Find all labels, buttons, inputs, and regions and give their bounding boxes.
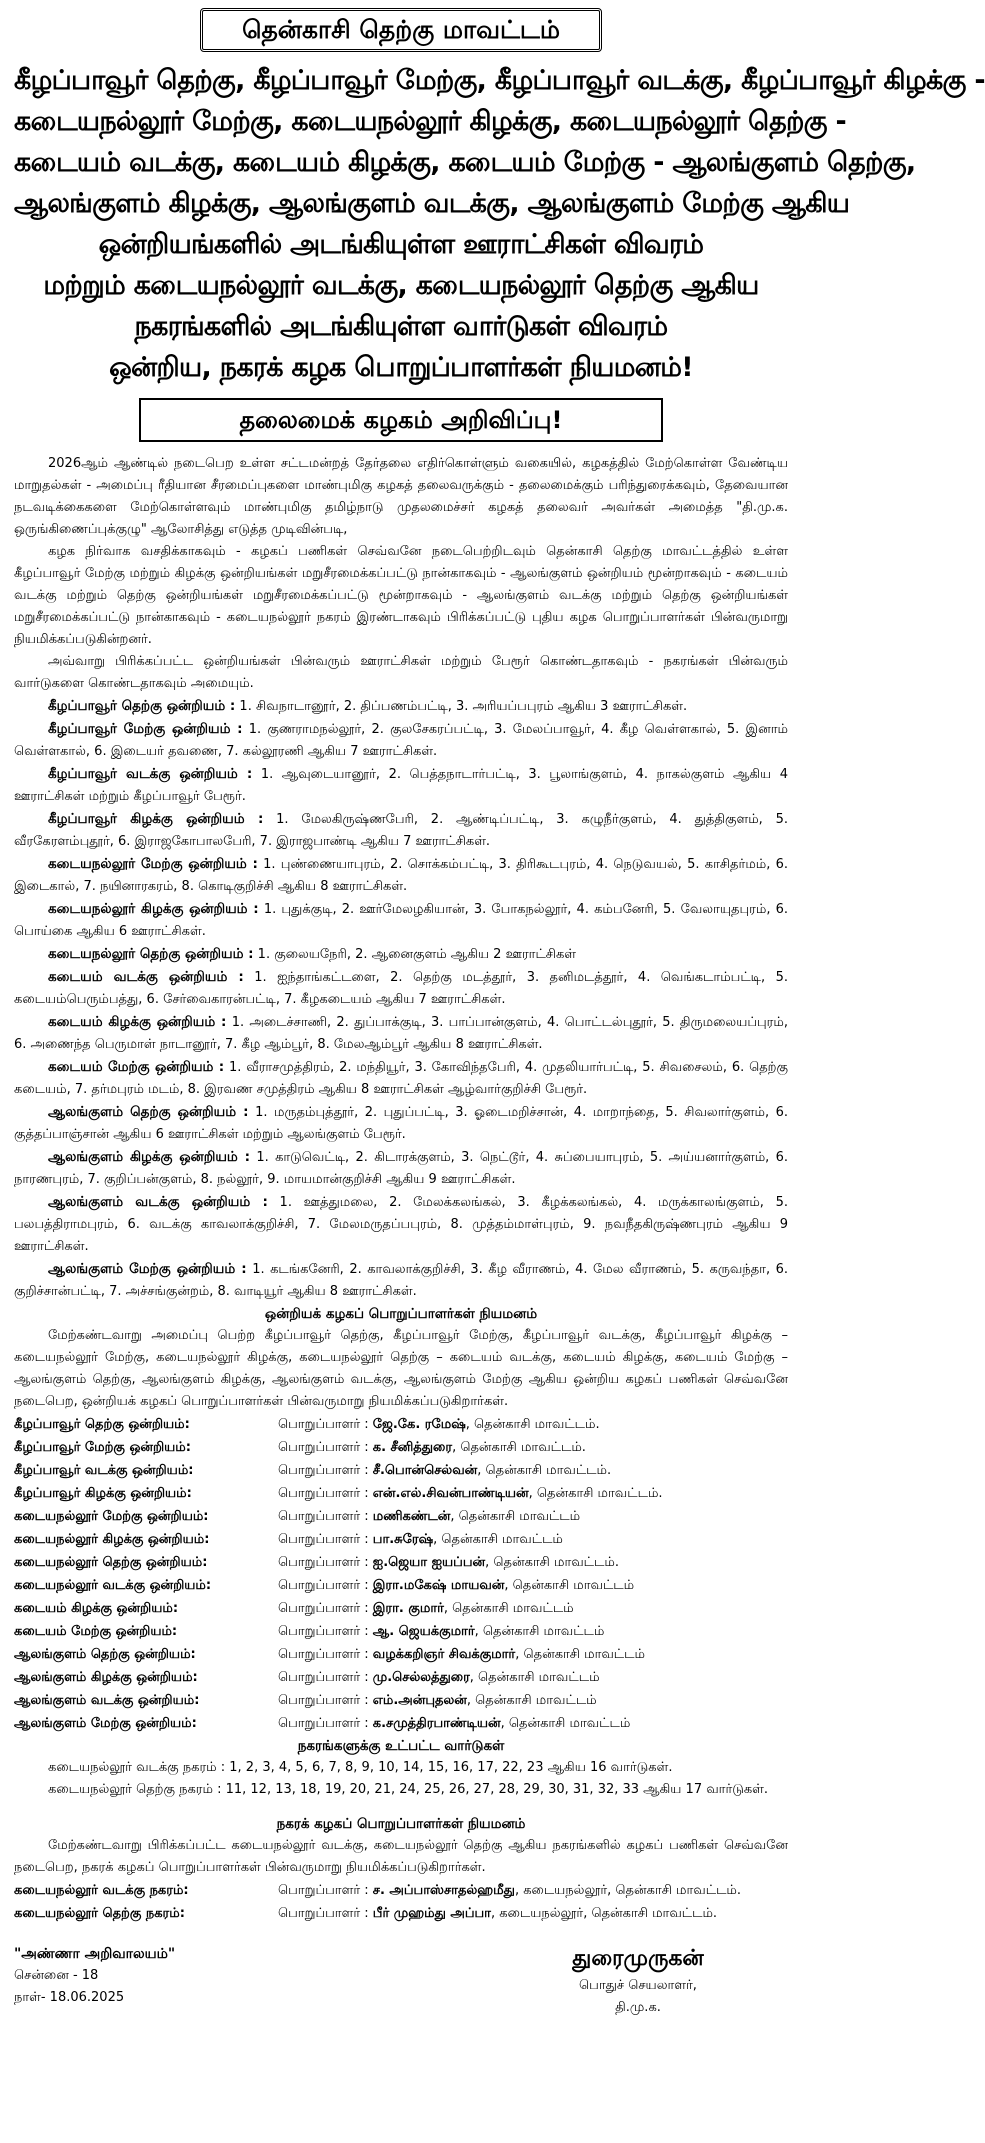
appointee-label: பொறுப்பாளர் : <box>278 1716 373 1731</box>
union-entry <box>14 1011 788 1056</box>
union-name: கடையநல்லூர் கிழக்கு ஒன்றியம் : <box>48 901 259 917</box>
appointee-place: , தென்காசி மாவட்டம். <box>477 1463 612 1478</box>
town-wards-south: கடையநல்லூர் தெற்கு நகரம் : 11, 12, 13, 18, 19, 20, 21, 24, 25, 26, 27, 28, 29, 30, 31, 32, 33 ஆகிய 17 வார்டுகள். <box>48 1782 769 1797</box>
appointment-row <box>14 1482 788 1505</box>
appointee-label: பொறுப்பாளர் : <box>278 1578 373 1593</box>
appointee-name: ஜே.கே. ரமேஷ் <box>372 1417 466 1432</box>
appointee-name: எம்.அன்புதலன் <box>372 1693 467 1708</box>
appointee-place: , தென்காசி மாவட்டம் <box>515 1647 645 1662</box>
appointee-place: , தென்காசி மாவட்டம் <box>443 1601 574 1616</box>
appointee <box>278 1505 788 1528</box>
appointee-label: பொறுப்பாளர் : <box>278 1601 373 1616</box>
union-villages: 1. கடங்கனேரி, 2. காவலாக்குறிச்சி, 3. கீழ வீராணம், 4. மேல வீராணம், 5. கருவந்தா, 6. குறிச்சான்பட்டி, 7. அச்சங்குன்றம், 8. வாடியூர் ஆகிய 8 ஊராட்சிகள். <box>14 1262 788 1299</box>
office-block <box>14 1943 214 2019</box>
unit-name: கடையநல்லூர் வடக்கு ஒன்றியம்: <box>14 1578 212 1593</box>
appointee-place: , தென்காசி மாவட்டம் <box>500 1716 631 1731</box>
appointment-row <box>14 1712 788 1735</box>
headline-line: ஒன்றியங்களில் அடங்கியுள்ள ஊராட்சிகள் விவரம் <box>98 229 704 260</box>
appointee-place: , தென்காசி மாவட்டம். <box>452 1440 586 1455</box>
appointee-name: மணிகண்டன் <box>372 1509 451 1524</box>
appointee-place: , தென்காசி மாவட்டம் <box>504 1578 635 1593</box>
district-title: தென்காசி தெற்கு மாவட்டம் <box>200 8 602 52</box>
union-name: கடையம் மேற்கு ஒன்றியம் : <box>48 1059 225 1075</box>
union-entry <box>14 808 788 853</box>
appointee-label: பொறுப்பாளர் : <box>278 1906 373 1921</box>
appointee-label: பொறுப்பாளர் : <box>278 1440 373 1455</box>
signature-block <box>508 1943 768 2019</box>
appointee-name: ச. அப்பாஸ்சாதல்ஹமீது <box>372 1883 515 1898</box>
union-entry <box>14 898 788 943</box>
appointee <box>278 1436 788 1459</box>
appointee <box>278 1597 788 1620</box>
union-villages: 1. ஆவுடையானூர், 2. பெத்தநாடார்பட்டி, 3. பூலாங்குளம், 4. நாகல்குளம் ஆகிய 4 ஊராட்சிகள் மற்றும் கீழப்பாவூர் பேரூர். <box>14 767 788 804</box>
headline-line: கீழப்பாவூர் தெற்கு, கீழப்பாவூர் மேற்கு, கீழப்பாவூர் வடக்கு, கீழப்பாவூர் கிழக்கு - <box>14 65 985 96</box>
announcement-body <box>14 453 788 1925</box>
appointee-label: பொறுப்பாளர் : <box>278 1670 373 1685</box>
town-appointments-intro: மேற்கண்டவாறு பிரிக்கப்பட்ட கடையநல்லூர் வடக்கு, கடையநல்லூர் தெற்கு ஆகிய நகரங்களில் கழகப் பணிகள் செவ்வனே நடைபெற, நகரக் கழகப் பொறுப்பாளர்கள் பின்வருமாறு நியமிக்கப்படுகிறார்கள். <box>14 1838 788 1875</box>
footer <box>14 1943 788 2019</box>
intro-paragraph: 2026ஆம் ஆண்டில் நடைபெற உள்ள சட்டமன்றத் தேர்தலை எதிர்கொள்ளும் வகையில், கழகத்தில் மேற்கொள்ள வேண்டிய மாறுதல்கள் - அமைப்பு ரீதியான சீரமைப்புகளை மாண்புமிகு கழகத் தலைவருக்கும் - தலைமைக்கும் பரிந்துரைக்கவும், தேவையான நடவடிக்கைகளை மேற்கொள்ளவும் மாண்புமிகு தமிழ்நாடு முதலமைச்சர் கழகத் தலைவர் அவர்கள் அமைத்த "தி.மு.க. ஒருங்கிணைப்புக்குழு" ஆலோசித்து எடுத்த முடிவின்படி, <box>14 456 788 537</box>
union-entry <box>14 1146 788 1191</box>
appointment-row <box>14 1902 788 1925</box>
union-villages: 1. குலையநேரி, 2. ஆனைகுளம் ஆகிய 2 ஊராட்சிகள் <box>253 947 577 962</box>
appointee-place: , தென்காசி மாவட்டம். <box>485 1555 619 1570</box>
unit-name: ஆலங்குளம் வடக்கு ஒன்றியம்: <box>14 1693 200 1708</box>
appointee-name: வழக்கறிஞர் சிவக்குமார் <box>372 1647 516 1662</box>
union-villages: 1. ஊத்துமலை, 2. மேலக்கலங்கல், 3. கீழக்கலங்கல், 4. மருக்காலங்குளம், 5. பலபத்திராமபுரம், 6. வடக்கு காவலாக்குறிச்சி, 7. மேலமருதப்பபுரம், 8. முத்தம்மாள்புரம், 9. நவநீதகிருஷ்ணபுரம் ஆகிய 9 ஊராட்சிகள். <box>14 1195 789 1254</box>
union-entry <box>14 718 788 763</box>
union-name: கீழப்பாவூர் கிழக்கு ஒன்றியம் : <box>48 811 264 827</box>
appointee <box>278 1666 788 1689</box>
intro-paragraph: அவ்வாறு பிரிக்கப்பட்ட ஒன்றியங்கள் பின்வரும் ஊராட்சிகள் மற்றும் பேரூர் கொண்டதாகவும் - நகரங்கள் பின்வரும் வார்டுகளை கொண்டதாகவும் அமையும். <box>14 654 788 691</box>
unit-name: கடையநல்லூர் கிழக்கு ஒன்றியம்: <box>14 1532 210 1547</box>
appointee-place: , கடையநல்லூர், தென்காசி மாவட்டம். <box>490 1906 718 1921</box>
unit-name: கடையநல்லூர் தெற்கு நகரம்: <box>14 1906 185 1921</box>
appointee-place: , தென்காசி மாவட்டம் <box>466 1693 597 1708</box>
appointee-place: , தென்காசி மாவட்டம் <box>474 1624 605 1639</box>
headline-line: கடையம் வடக்கு, கடையம் கிழக்கு, கடையம் மேற்கு - ஆலங்குளம் தெற்கு, <box>14 147 916 178</box>
appointment-row <box>14 1597 788 1620</box>
union-name: கடையம் கிழக்கு ஒன்றியம் : <box>48 1014 227 1030</box>
appointee <box>278 1574 788 1597</box>
union-villages: 1. மருதம்புத்தூர், 2. புதுப்பட்டி, 3. ஓடைமறிச்சான், 4. மாறாந்தை, 5. சிவலார்குளம், 6. குத்தப்பாஞ்சான் ஆகிய 6 ஊராட்சிகள் மற்றும் ஆலங்குளம் பேரூர். <box>14 1105 788 1142</box>
headline-line: நகரங்களில் அடங்கியுள்ள வார்டுகள் விவரம் <box>134 311 668 342</box>
union-entry <box>14 1056 788 1101</box>
union-name: கடையநல்லூர் மேற்கு ஒன்றியம் : <box>48 856 258 872</box>
appointee-place: , தென்காசி மாவட்டம். <box>528 1486 663 1501</box>
appointment-row <box>14 1643 788 1666</box>
announcement-subtitle: தலைமைக் கழகம் அறிவிப்பு! <box>139 398 663 442</box>
appointment-row <box>14 1413 788 1436</box>
headline-line: மற்றும் கடையநல்லூர் வடக்கு, கடையநல்லூர் தெற்கு ஆகிய <box>43 270 759 301</box>
appointee-place: , தென்காசி மாவட்டம். <box>465 1417 600 1432</box>
union-appointments-intro: மேற்கண்டவாறு அமைப்பு பெற்ற கீழப்பாவூர் தெற்கு, கீழப்பாவூர் மேற்கு, கீழப்பாவூர் வடக்கு, கீழப்பாவூர் கிழக்கு – கடையநல்லூர் மேற்கு, கடையநல்லூர் கிழக்கு, கடையநல்லூர் தெற்கு – கடையம் வடக்கு, கடையம் கிழக்கு, கடையம் மேற்கு – ஆலங்குளம் தெற்கு, ஆலங்குளம் கிழக்கு, ஆலங்குளம் வடக்கு, ஆலங்குளம் மேற்கு ஆகிய ஒன்றிய கழகப் பணிகள் செவ்வனே நடைபெற, ஒன்றியக் கழகப் பொறுப்பாளர்கள் பின்வருமாறு நியமிக்கப்படுகிறார்கள். <box>14 1328 788 1409</box>
appointee-label: பொறுப்பாளர் : <box>278 1463 373 1478</box>
town-wards-heading: நகரங்களுக்கு உட்பட்ட வார்டுகள் <box>297 1738 505 1754</box>
appointment-row <box>14 1689 788 1712</box>
union-villages: 1. ஐந்தாங்கட்டளை, 2. தெற்கு மடத்தூர், 3. தனிமடத்தூர், 4. வெங்கடாம்பட்டி, 5. கடையம்பெரும்பத்து, 6. சேர்வைகாரன்பட்டி, 7. கீழகடையம் ஆகிய 7 ஊராட்சிகள். <box>14 970 789 1007</box>
appointee <box>278 1482 788 1505</box>
union-entry <box>14 763 788 808</box>
union-name: ஆலங்குளம் மேற்கு ஒன்றியம் : <box>48 1261 247 1277</box>
intro-paragraph: கழக நிர்வாக வசதிக்காகவும் - கழகப் பணிகள் செவ்வனே நடைபெற்றிடவும் தென்காசி தெற்கு மாவட்டத்தில் உள்ள கீழப்பாவூர் மேற்கு மற்றும் கிழக்கு ஒன்றியங்கள் மறுசீரமைக்கப்பட்டு நான்காகவும் - ஆலங்குளம் ஒன்றியம் மூன்றாகவும் - கடையம் வடக்கு மற்றும் தெற்கு ஒன்றியங்கள் மறுசீரமைக்கப்பட்டு மூன்றாகவும் - ஆலங்குளம் வடக்கு மற்றும் தெற்கு ஒன்றியங்கள் மறுசீரமைக்கப்பட்டு நான்காகவும் - கடையநல்லூர் நகரம் இரண்டாகவும் பிரிக்கப்பட்டு புதிய கழக பொறுப்பாளர்கள் பின்வருமாறு நியமிக்கப்படுகின்றனர். <box>14 544 788 647</box>
union-entry <box>14 1191 788 1258</box>
appointee <box>278 1902 788 1925</box>
unit-name: ஆலங்குளம் மேற்கு ஒன்றியம்: <box>14 1716 197 1731</box>
appointment-row <box>14 1528 788 1551</box>
appointee-label: பொறுப்பாளர் : <box>278 1624 373 1639</box>
appointee-label: பொறுப்பாளர் : <box>278 1883 373 1898</box>
union-entry <box>14 943 788 966</box>
union-name: கீழப்பாவூர் வடக்கு ஒன்றியம் : <box>48 766 253 782</box>
union-villages: 1. குணராமநல்லூர், 2. குலசேகரப்பட்டி, 3. மேலப்பாவூர், 4. கீழ வெள்ளகால், 5. இனாம் வெள்ளகால், 6. இடையர் தவணை, 7. கல்லூரணி ஆகிய 7 ஊராட்சிகள். <box>14 722 788 759</box>
appointee-name: க. சீனித்துரை <box>372 1440 453 1455</box>
town-wards-north: கடையநல்லூர் வடக்கு நகரம் : 1, 2, 3, 4, 5, 6, 7, 8, 9, 10, 14, 15, 16, 17, 22, 23 ஆகிய 16 வார்டுகள். <box>48 1760 673 1775</box>
headline-line: ஆலங்குளம் கிழக்கு, ஆலங்குளம் வடக்கு, ஆலங்குளம் மேற்கு ஆகிய <box>14 188 850 219</box>
headline-line: ஒன்றிய, நகரக் கழக பொறுப்பாளர்கள் நியமனம்! <box>109 352 693 383</box>
union-villages: 1. சிவநாடானூர், 2. திப்பணம்பட்டி, 3. அரியப்பபுரம் ஆகிய 3 ஊராட்சிகள். <box>235 699 688 714</box>
appointee-label: பொறுப்பாளர் : <box>278 1555 373 1570</box>
unit-name: கீழப்பாவூர் மேற்கு ஒன்றியம்: <box>14 1440 191 1455</box>
appointee-place: , கடையநல்லூர், தென்காசி மாவட்டம். <box>514 1883 742 1898</box>
office-city: சென்னை - 18 <box>14 1968 99 1983</box>
appointee-label: பொறுப்பாளர் : <box>278 1417 373 1432</box>
appointee-label: பொறுப்பாளர் : <box>278 1532 373 1547</box>
appointee-label: பொறுப்பாளர் : <box>278 1693 373 1708</box>
town-appointments-list <box>14 1879 788 1925</box>
union-villages: 1. புதுக்குடி, 2. ஊர்மேலழகியான், 3. போகநல்லூர், 4. கம்பனேரி, 5. வேலாயுதபுரம், 6. பொய்கை ஆகிய 6 ஊராட்சிகள். <box>14 902 789 939</box>
union-villages: 1. புண்ணையாபுரம், 2. சொக்கம்பட்டி, 3. திரிகூடபுரம், 4. நெடுவயல், 5. காசிதர்மம், 6. இடைகால், 7. நயினாரகரம், 8. கொடிகுறிச்சி ஆகிய 8 ஊராட்சிகள். <box>14 857 788 894</box>
union-entry <box>14 853 788 898</box>
unit-name: கடையம் மேற்கு ஒன்றியம்: <box>14 1624 178 1639</box>
union-villages: 1. மேலகிருஷ்ணபேரி, 2. ஆண்டிப்பட்டி, 3. கழுநீர்குளம், 4. துத்திகுளம், 5. வீரகேரளம்புதூர், 6. இராஜகோபாலபேரி, 7. இராஜபாண்டி ஆகிய 7 ஊராட்சிகள். <box>14 812 788 849</box>
union-name: ஆலங்குளம் தெற்கு ஒன்றியம் : <box>48 1104 249 1120</box>
unit-name: கடையநல்லூர் மேற்கு ஒன்றியம்: <box>14 1509 209 1524</box>
union-appointments-heading: ஒன்றியக் கழகப் பொறுப்பாளர்கள் நியமனம் <box>264 1306 538 1322</box>
appointment-row <box>14 1459 788 1482</box>
union-entry <box>14 695 788 718</box>
union-name: கடையநல்லூர் தெற்கு ஒன்றியம் : <box>48 946 254 962</box>
union-villages: 1. வீராசமுத்திரம், 2. மந்தியூர், 3. கோவிந்தபேரி, 4. முதலியார்பட்டி, 5. சிவசைலம், 6. தெற்கு கடையம், 7. தர்மபுரம் மடம், 8. இரவண சமுத்திரம் ஆகிய 8 ஊராட்சிகள் ஆழ்வார்குறிச்சி பேரூர். <box>14 1060 788 1097</box>
appointment-row <box>14 1666 788 1689</box>
appointee-name: என்.எல்.சிவன்பாண்டியன் <box>372 1486 529 1501</box>
announcement-date: நாள்- 18.06.2025 <box>14 1990 125 2005</box>
unit-name: கடையநல்லூர் தெற்கு ஒன்றியம்: <box>14 1555 208 1570</box>
unit-name: ஆலங்குளம் கிழக்கு ஒன்றியம்: <box>14 1670 198 1685</box>
appointee <box>278 1459 788 1482</box>
appointee <box>278 1413 788 1436</box>
appointee-name: பா.சுரேஷ் <box>372 1532 434 1547</box>
appointee-name: மு.செல்லத்துரை <box>372 1670 470 1685</box>
union-name: ஆலங்குளம் கிழக்கு ஒன்றியம் : <box>48 1149 251 1165</box>
signatory-name: துரைமுருகன் <box>572 1946 704 1971</box>
appointee-name: இரா. குமார் <box>372 1601 444 1616</box>
office-name: "அண்ணா அறிவாலயம்" <box>14 1946 176 1962</box>
appointment-row <box>14 1505 788 1528</box>
unit-name: கீழப்பாவூர் தெற்கு ஒன்றியம்: <box>14 1417 190 1432</box>
appointee-place: , தென்காசி மாவட்டம் <box>433 1532 563 1547</box>
union-name: கீழப்பாவூர் மேற்கு ஒன்றியம் : <box>48 721 243 737</box>
appointee-place: , தென்காசி மாவட்டம் <box>450 1509 581 1524</box>
unit-name: கடையம் கிழக்கு ஒன்றியம்: <box>14 1601 179 1616</box>
appointee-label: பொறுப்பாளர் : <box>278 1486 373 1501</box>
union-appointments-list <box>14 1413 788 1735</box>
appointee-name: பீர் முஹம்து அப்பா <box>372 1906 491 1921</box>
headline-line: கடையநல்லூர் மேற்கு, கடையநல்லூர் கிழக்கு, கடையநல்லூர் தெற்கு - <box>14 106 847 137</box>
appointment-row <box>14 1551 788 1574</box>
appointee-name: ஆ. ஜெயக்குமார் <box>372 1624 475 1639</box>
appointment-row <box>14 1436 788 1459</box>
appointment-row <box>14 1620 788 1643</box>
union-entry <box>14 966 788 1011</box>
appointee-place: , தென்காசி மாவட்டம் <box>469 1670 600 1685</box>
party-name: தி.மு.க. <box>615 2000 661 2015</box>
unit-name: ஆலங்குளம் தெற்கு ஒன்றியம்: <box>14 1647 196 1662</box>
unit-name: கீழப்பாவூர் வடக்கு ஒன்றியம்: <box>14 1463 194 1478</box>
appointee <box>278 1689 788 1712</box>
appointee-name: இரா.மகேஷ் மாயவன் <box>372 1578 505 1593</box>
appointee-name: ஐ.ஜெயா ஐயப்பன் <box>372 1555 486 1570</box>
signatory-designation: பொதுச் செயலாளர், <box>579 1978 697 1993</box>
unit-name: கடையநல்லூர் வடக்கு நகரம்: <box>14 1883 189 1898</box>
headline <box>14 60 985 388</box>
appointee-name: சீ.பொன்செல்வன் <box>372 1463 478 1478</box>
appointee <box>278 1712 788 1735</box>
unit-name: கீழப்பாவூர் கிழக்கு ஒன்றியம்: <box>14 1486 192 1501</box>
union-name: கீழப்பாவூர் தெற்கு ஒன்றியம் : <box>48 698 236 714</box>
union-entry <box>14 1258 788 1303</box>
appointee <box>278 1551 788 1574</box>
appointee <box>278 1620 788 1643</box>
union-villages: 1. அடைச்சாணி, 2. துப்பாக்குடி, 3. பாப்பான்குளம், 4. பொட்டல்புதூர், 5. திருமலையப்புரம், 6. அணைந்த பெருமாள் நாடானூர், 7. கீழ ஆம்பூர், 8. மேலஆம்பூர் ஆகிய 8 ஊராட்சிகள். <box>14 1015 788 1052</box>
union-name: ஆலங்குளம் வடக்கு ஒன்றியம் : <box>48 1194 268 1210</box>
union-name: கடையம் வடக்கு ஒன்றியம் : <box>48 969 244 985</box>
appointee <box>278 1879 788 1902</box>
appointment-row <box>14 1574 788 1597</box>
town-appointments-heading: நகரக் கழகப் பொறுப்பாளர்கள் நியமனம் <box>276 1816 526 1832</box>
union-village-list <box>14 695 788 1303</box>
union-villages: 1. காடுவெட்டி, 2. கிடாரக்குளம், 3. நெட்டூர், 4. சுப்பையாபுரம், 5. அய்யனார்குளம், 6. நாரணபுரம், 7. குறிப்பன்குளம், 8. நல்லூர், 9. மாயமான்குறிச்சி ஆகிய 9 ஊராட்சிகள். <box>14 1150 789 1187</box>
appointee <box>278 1528 788 1551</box>
appointee-name: க.சமுத்திரபாண்டியன் <box>372 1716 501 1731</box>
union-entry <box>14 1101 788 1146</box>
appointee <box>278 1643 788 1666</box>
appointee-label: பொறுப்பாளர் : <box>278 1509 373 1524</box>
appointment-row <box>14 1879 788 1902</box>
appointee-label: பொறுப்பாளர் : <box>278 1647 373 1662</box>
